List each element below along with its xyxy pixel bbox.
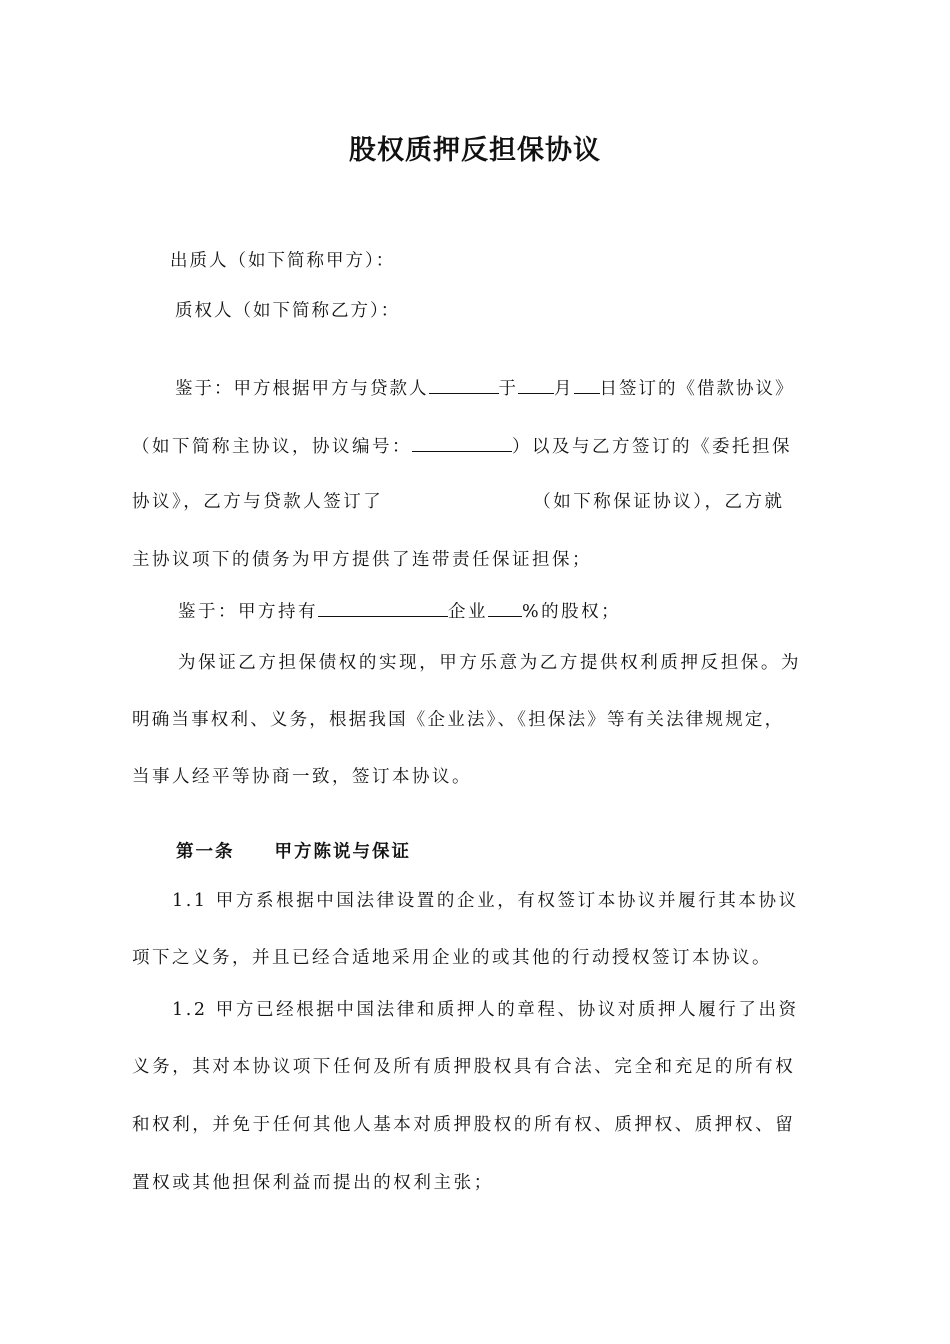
clause-1-2-line2: 义务，其对本协议项下任何及所有质押股权具有合法、完全和充足的所有权	[132, 1057, 796, 1077]
clause-1-2-line4: 置权或其他担保利益而提出的权利主张；	[132, 1173, 494, 1193]
month-blank[interactable]	[518, 375, 554, 394]
recital2-text-a: 鉴于：甲方持有	[178, 602, 318, 622]
recital1-line2	[132, 433, 792, 459]
clause-1-1-line2: 项下之义务，并且已经合适地采用企业的或其他的行动授权签订本协议。	[132, 948, 772, 968]
company-name-blank[interactable]	[318, 598, 448, 617]
recital1-line3-b: （如下称保证协议），乙方就	[533, 492, 785, 512]
clause-1-2-line1: 1.2 甲方已经根据中国法律和质押人的章程、协议对质押人履行了出资	[172, 1000, 799, 1020]
article1-title: 甲方陈说与保证	[274, 842, 411, 862]
recital2-line	[178, 598, 621, 624]
recital2-text-c: %的股权；	[522, 602, 622, 622]
day-blank[interactable]	[574, 375, 600, 394]
purpose-line3: 当事人经平等协商一致，签订本协议。	[132, 767, 472, 787]
purpose-line1: 为保证乙方担保债权的实现，甲方乐意为乙方提供权利质押反担保。为	[178, 653, 802, 673]
recital1-text-d: 日签订的《借款协议》	[599, 379, 795, 399]
lender-blank[interactable]	[429, 375, 499, 394]
pledgor-line: 出质人（如下简称甲方）：	[170, 251, 396, 271]
clause-1-2-line3: 和权利，并免于任何其他人基本对质押股权的所有权、质押权、质押权、留	[132, 1115, 796, 1135]
article1-number: 第一条	[176, 842, 235, 862]
percentage-blank[interactable]	[488, 598, 522, 617]
recital1-line3	[132, 490, 785, 514]
recital2-text-b: 企业	[448, 602, 488, 622]
pledgee-line: 质权人（如下简称乙方）：	[175, 301, 401, 321]
recital1-line2-a: （如下简称主协议，协议编号：	[132, 437, 412, 457]
contract-number-blank[interactable]	[412, 433, 512, 452]
recital1-line3-a: 协议》，乙方与贷款人签订了	[132, 492, 384, 512]
recital1-line1	[175, 375, 795, 401]
recital1-text-a: 鉴于：甲方根据甲方与贷款人	[175, 379, 429, 399]
recital1-text-c: 月	[554, 379, 574, 399]
recital1-text-b: 于	[498, 379, 518, 399]
clause-1-1-line1: 1.1 甲方系根据中国法律设置的企业，有权签订本协议并履行其本协议	[172, 891, 799, 911]
purpose-line2: 明确当事权利、义务，根据我国《企业法》、《担保法》等有关法律规规定，	[132, 710, 785, 730]
document-title: 股权质押反担保协议	[349, 135, 601, 166]
recital1-line4: 主协议项下的债务为甲方提供了连带责任保证担保；	[132, 550, 592, 570]
recital1-line2-b: ）以及与乙方签订的《委托担保	[512, 437, 792, 457]
article1-heading	[176, 840, 411, 864]
